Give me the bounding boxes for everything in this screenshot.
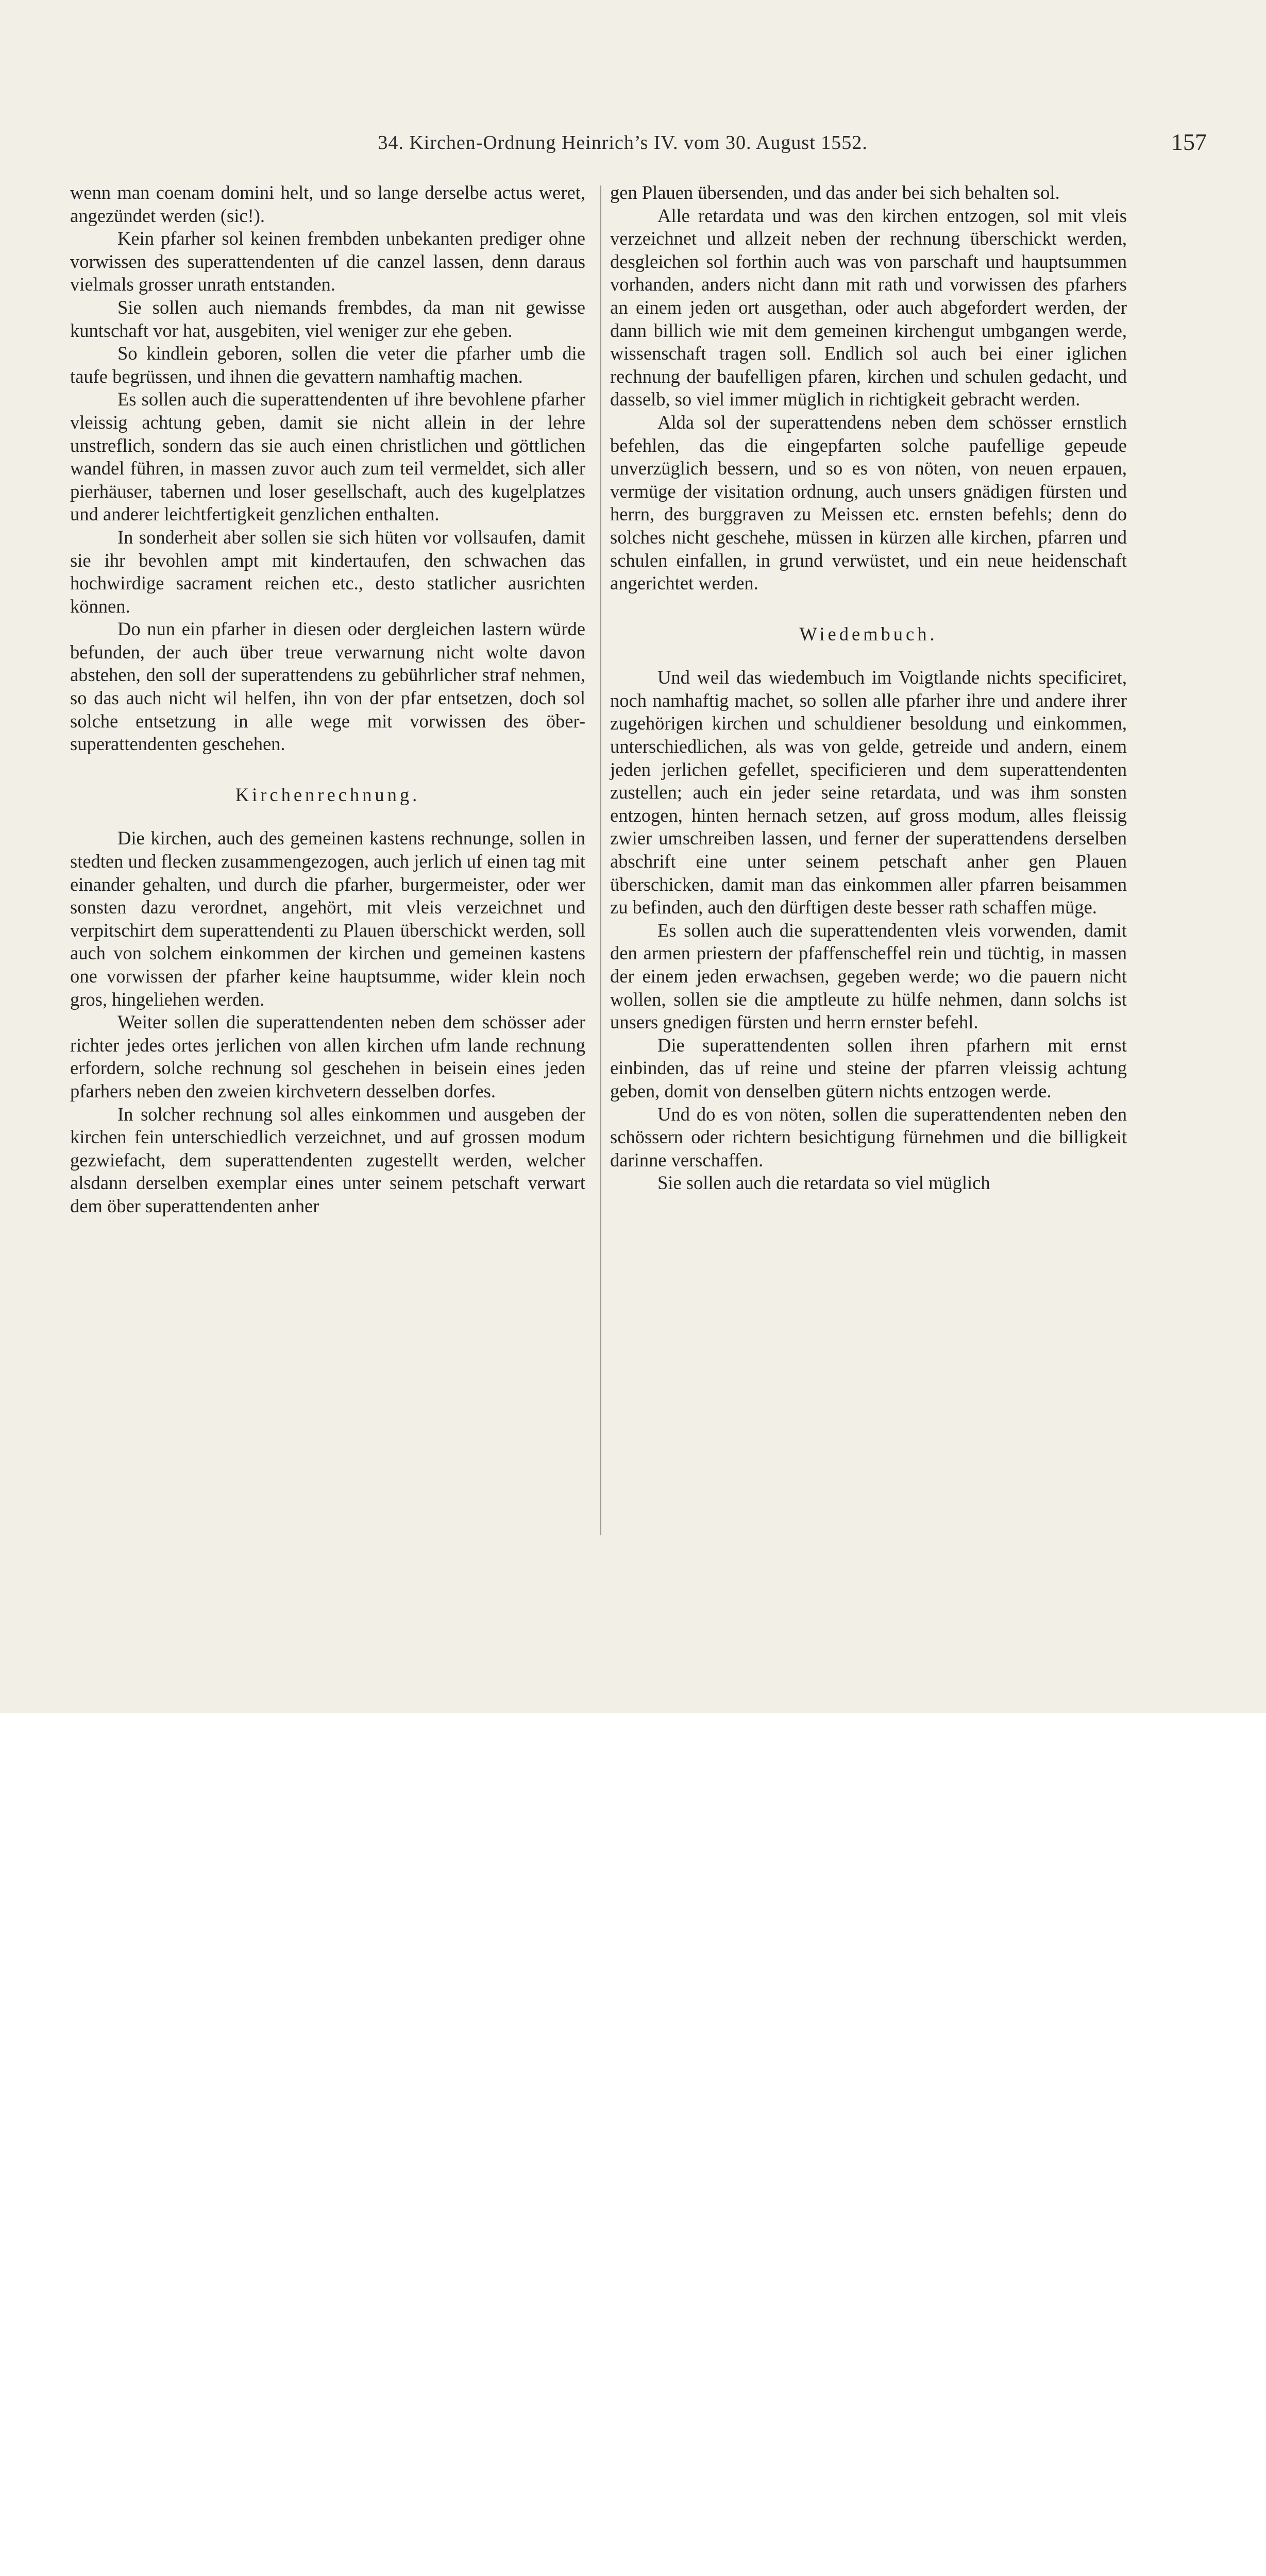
- section-heading: Wiedembuch.: [799, 623, 938, 645]
- paragraph: Es sollen auch die superattendenten vleis vorwenden, damit den armen priestern der pfaffenscheffel rein und tüchtig, in massen der einem jeden erwachsen, gegeben werde; wo die pauern nicht wollen, sollen sie die amptleute zu hülfe nehmen, dann solchs ist unsers gnedigen fürsten und herrn ernster befehl.: [610, 919, 1127, 1033]
- section-heading: Kirchenrechnung.: [235, 784, 420, 805]
- page-number: 157: [1171, 129, 1207, 155]
- paragraph: Die superattendenten sollen ihren pfarhern mit ernst einbinden, das uf reine und steine der pfarren vleissig achtung geben, domit von denselben gütern nichts entzogen werde.: [610, 1034, 1127, 1101]
- footer-bar: [0, 1713, 1266, 1804]
- paragraph: wenn man coenam domini helt, und so lange derselbe actus weret, angezündet werden (sic!).: [70, 182, 585, 226]
- paragraph: Sie sollen auch niemands frembdes, da man nit gewisse kuntschaft vor hat, ausgebiten, viel weniger zur ehe geben.: [70, 296, 585, 341]
- paragraph: So kindlein geboren, sollen die veter die pfarher umb die taufe begrüssen, und ihnen die gevattern namhaftig machen.: [70, 343, 585, 387]
- column-divider: [600, 185, 601, 1535]
- paragraph: Sie sollen auch die retardata so viel müglich: [657, 1172, 990, 1194]
- paragraph: Do nun ein pfarher in diesen oder dergleichen lastern würde befunden, der auch über treue verwarnung nicht wolte davon abstehen, den soll der superattendens zu gebührlicher straf nehmen, so das auch nicht wil helfen, ihn von der pfar entsetzen, doch sol solche entsetzung in alle wege mit vorwissen des öber-superattendenten geschehen.: [70, 618, 585, 755]
- paragraph: Alda sol der superattendens neben dem schösser ernstlich befehlen, das die eingepfarten solche paufellige gepeude unverzüglich bessern, und so es von nöten, von neuen erpauen, vermüge der visitation ordnung, auch unsers gnädigen fürsten und herrn, des burggraven zu Meissen etc. ernsten befehls; denn do solches nicht geschehe, müssen in kürzen alle kirchen, pfarren und schulen einfallen, in grund verwüstet, und ein neue heidenschaft angerichtet werden.: [610, 411, 1127, 594]
- paragraph: Die kirchen, auch des gemeinen kastens rechnunge, sollen in stedten und flecken zusammengezogen, auch jerlich uf einen tag mit einander gehalten, und durch die pfarher, burgermeister, oder wer sonsten dazu verordnet, angehört, mit vleis verzeichnet und verpitschirt dem superattendenti zu Plauen überschickt werden, soll auch von solchem einkommen der kirchen und gemeinen kastens one vorwissen der pfarher keine hauptsumme, wider klein noch gros, hingeliehen werden.: [70, 827, 585, 1010]
- running-title: 34. Kirchen-Ordnung Heinrich’s IV. vom 30. August 1552.: [378, 132, 868, 154]
- paragraph: Es sollen auch die superattendenten uf ihre bevohlene pfarher vleissig achtung geben, damit sie nicht allein in der lehre unstreflich, sondern das sie auch einen christlichen und göttlichen wandel führen, in massen zuvor auch zum teil vermeldet, sich aller pierhäuser, tabernen und loser gesellschaft, auch des kugelplatzes und anderer leichtfertigkeit genzlichen enthalten.: [70, 388, 585, 525]
- paragraph: Und weil das wiedembuch im Voigtlande nichts specificiret, noch namhaftig machet, so sollen alle pfarher ihre und andere ihrer zugehörigen kirchen und schuldiener besoldung und einkommen, unterschiedlichen, als was von gelde, getreide und andern, einem jeden jerlichen gefellet, specificieren und dem superattendenten zustellen; auch ein jeder seine retardata, und was ihm sonsten entzogen, hinten hernach setzen, auf gross modum, alles fleissig zwier umschreiben lassen, und ferner der superattendens derselben abschrift eine unter seinem petschaft anher gen Plauen überschicken, damit man das einkommen aller pfarren beisammen zu befinden, auch den dürftigen deste besser rath schaffen müge.: [610, 667, 1127, 918]
- paragraph: In solcher rechnung sol alles einkommen und ausgeben der kirchen fein unterschiedlich verzeichnet, und auf grossen modum gezwiefacht, dem superattendenten zugestellt werden, welcher alsdann derselben exemplar eines unter seinem petschaft verwart dem öber superattendenten anher: [70, 1103, 585, 1216]
- page-header: [72, 129, 1207, 162]
- paragraph: Weiter sollen die superattendenten neben dem schösser ader richter jedes ortes jerlichen von allen kirchen ufm lande rechnung erfordern, solche rechnung sol geschehen in beisein eines jeden pfarhers neben den zweien kirchvetern desselben dorfes.: [70, 1011, 585, 1101]
- paragraph: gen Plauen übersenden, und das ander bei sich behalten sol.: [610, 182, 1060, 203]
- paragraph: Und do es von nöten, sollen die superattendenten neben den schössern oder richtern besichtigung fürnehmen und die billigkeit darinne verschaffen.: [610, 1103, 1127, 1171]
- left-column: [70, 181, 585, 1218]
- paragraph: Kein pfarher sol keinen frembden unbekanten prediger ohne vorwissen des superattendenten uf die canzel lassen, denn daraus vielmals grosser unrath entstanden.: [70, 228, 585, 295]
- right-column: [610, 181, 1127, 1195]
- paragraph: Alle retardata und was den kirchen entzogen, sol mit vleis verzeichnet und allzeit neben der rechnung überschickt werden, desgleichen sol forthin auch was von parschaft und hauptsummen vorhanden, anders nicht dann mit rath und vorwissen des pfarhers an einem jeden ort ausgethan, oder auch abgefordert werden, der dann billich wie mit dem gemeinen kirchengut umbgangen werde, wissenschaft tragen soll. Endlich sol auch bei einer iglichen rechnung der baufelligen pfaren, kirchen und schulen gedacht, und dasselb, so viel immer müglich in richtigkeit gebracht werden.: [610, 205, 1127, 410]
- paragraph: In sonderheit aber sollen sie sich hüten vor vollsaufen, damit sie ihr bevohlen ampt mit kindertaufen, den schwachen das hochwirdige sacrament reichen etc., desto statlicher ausrichten können.: [70, 526, 585, 617]
